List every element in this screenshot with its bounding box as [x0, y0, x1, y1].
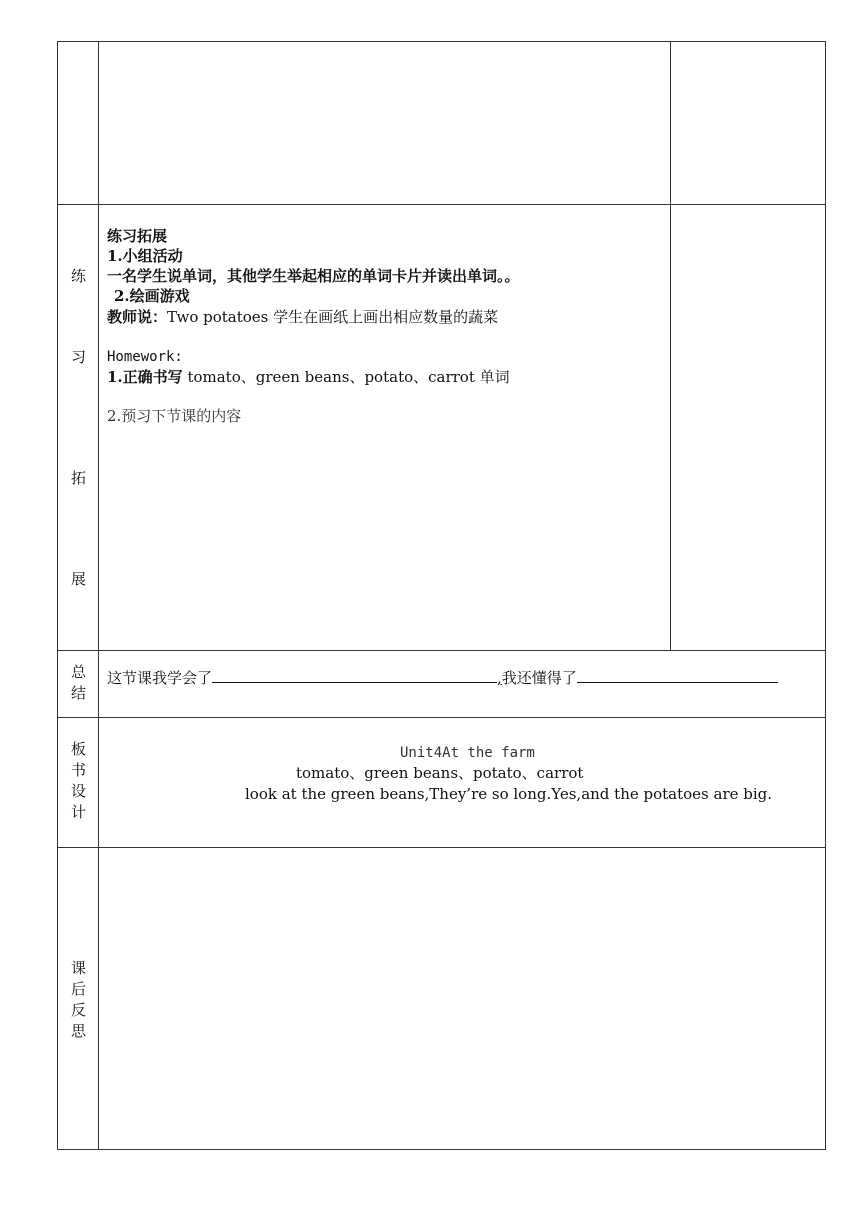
summary-blank-2[interactable]	[577, 667, 778, 683]
summary-text-b: ,	[497, 669, 502, 687]
row-divider	[58, 204, 825, 205]
summary-text-c: 我还懂得了	[501, 669, 577, 687]
board-words: tomato、green beans、potato、carrot	[296, 764, 584, 782]
lesson-plan-table	[57, 41, 826, 1150]
homework-item1-text: tomato、green beans、potato、carrot 单词	[182, 368, 510, 386]
practice-item2-lead: 教师说：	[107, 308, 168, 326]
practice-item2-text: Two potatoes 学生在画纸上画出相应数量的蔬菜	[167, 308, 499, 326]
board-side-label: 板 书 设 计	[70, 740, 86, 821]
reflection-side-label: 课 后 反 思	[70, 959, 86, 1040]
summary-text-a: 这节课我学会了	[107, 669, 213, 687]
practice-item1-title: 1.小组活动	[107, 247, 183, 265]
homework-title: Homework:	[107, 349, 183, 365]
homework-item1-lead: 1.正确书写	[107, 368, 183, 386]
practice-item1-text: 一名学生说单词，其他学生举起相应的单词卡片并读出单词。。	[107, 267, 520, 285]
board-sentence: look at the green beans,They’re so long.Yes,and the potatoes are big.	[245, 785, 773, 803]
summary-sentence	[107, 667, 778, 688]
summary-side-label: 总 结	[70, 663, 86, 702]
practice-item2-line	[107, 307, 498, 327]
homework-item1	[107, 367, 510, 387]
practice-side-label: 展	[70, 570, 86, 588]
board-title: Unit4At the farm	[400, 745, 535, 761]
row-divider	[58, 847, 825, 848]
practice-side-label: 习	[70, 348, 86, 366]
practice-side-label: 练	[70, 267, 86, 285]
homework-item2: 2.预习下节课的内容	[107, 407, 242, 425]
row-divider	[58, 650, 825, 651]
notes-column-divider	[670, 42, 671, 650]
practice-side-label: 拓	[70, 469, 86, 487]
summary-blank-1[interactable]	[212, 667, 497, 683]
row-divider	[58, 717, 825, 718]
practice-item2-title: 2.绘画游戏	[114, 287, 190, 305]
practice-heading: 练习拓展	[107, 227, 168, 245]
